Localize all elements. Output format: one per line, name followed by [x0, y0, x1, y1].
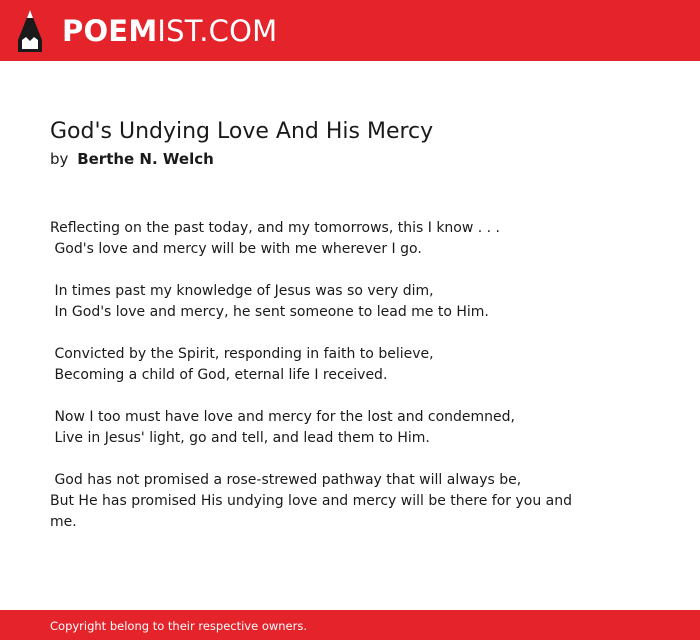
- poem-line: Now I too must have love and mercy for the lost and condemned,: [50, 409, 516, 425]
- poem-line: God has not promised a rose-strewed pathway that will always be,: [50, 472, 522, 488]
- logo-text-light: IST.COM: [157, 14, 278, 48]
- site-logo[interactable]: [62, 12, 277, 50]
- stanza: [50, 281, 590, 323]
- site-header: [0, 0, 700, 61]
- poem-line: Live in Jesus' light, go and tell, and lead them to Him.: [50, 430, 430, 446]
- poem-body: [50, 218, 590, 554]
- poem-title: God's Undying Love And His Mercy: [50, 119, 434, 144]
- poem-line: God's love and mercy will be with me wherever I go.: [50, 241, 422, 257]
- stanza: [50, 218, 590, 260]
- stanza: [50, 407, 590, 449]
- poem-line: Convicted by the Spirit, responding in faith to believe,: [50, 346, 434, 362]
- poem-line: But He has promised His undying love and mercy will be there for you and me.: [50, 493, 572, 530]
- author-name[interactable]: Berthe N. Welch: [77, 150, 214, 168]
- poem-line: In God's love and mercy, he sent someone to lead me to Him.: [50, 304, 489, 320]
- poem-line: Becoming a child of God, eternal life I received.: [50, 367, 388, 383]
- poem-line: Reflecting on the past today, and my tomorrows, this I know . . .: [50, 220, 501, 236]
- stanza: [50, 470, 590, 533]
- by-label: by: [50, 150, 69, 168]
- byline: [50, 148, 214, 170]
- logo-text-bold: POEM: [62, 14, 158, 48]
- copyright-notice: Copyright belong to their respective owners.: [50, 619, 308, 633]
- stanza: [50, 344, 590, 386]
- pencil-tip-icon: [18, 10, 42, 52]
- poem-line: In times past my knowledge of Jesus was so very dim,: [50, 283, 434, 299]
- site-footer: [0, 610, 700, 640]
